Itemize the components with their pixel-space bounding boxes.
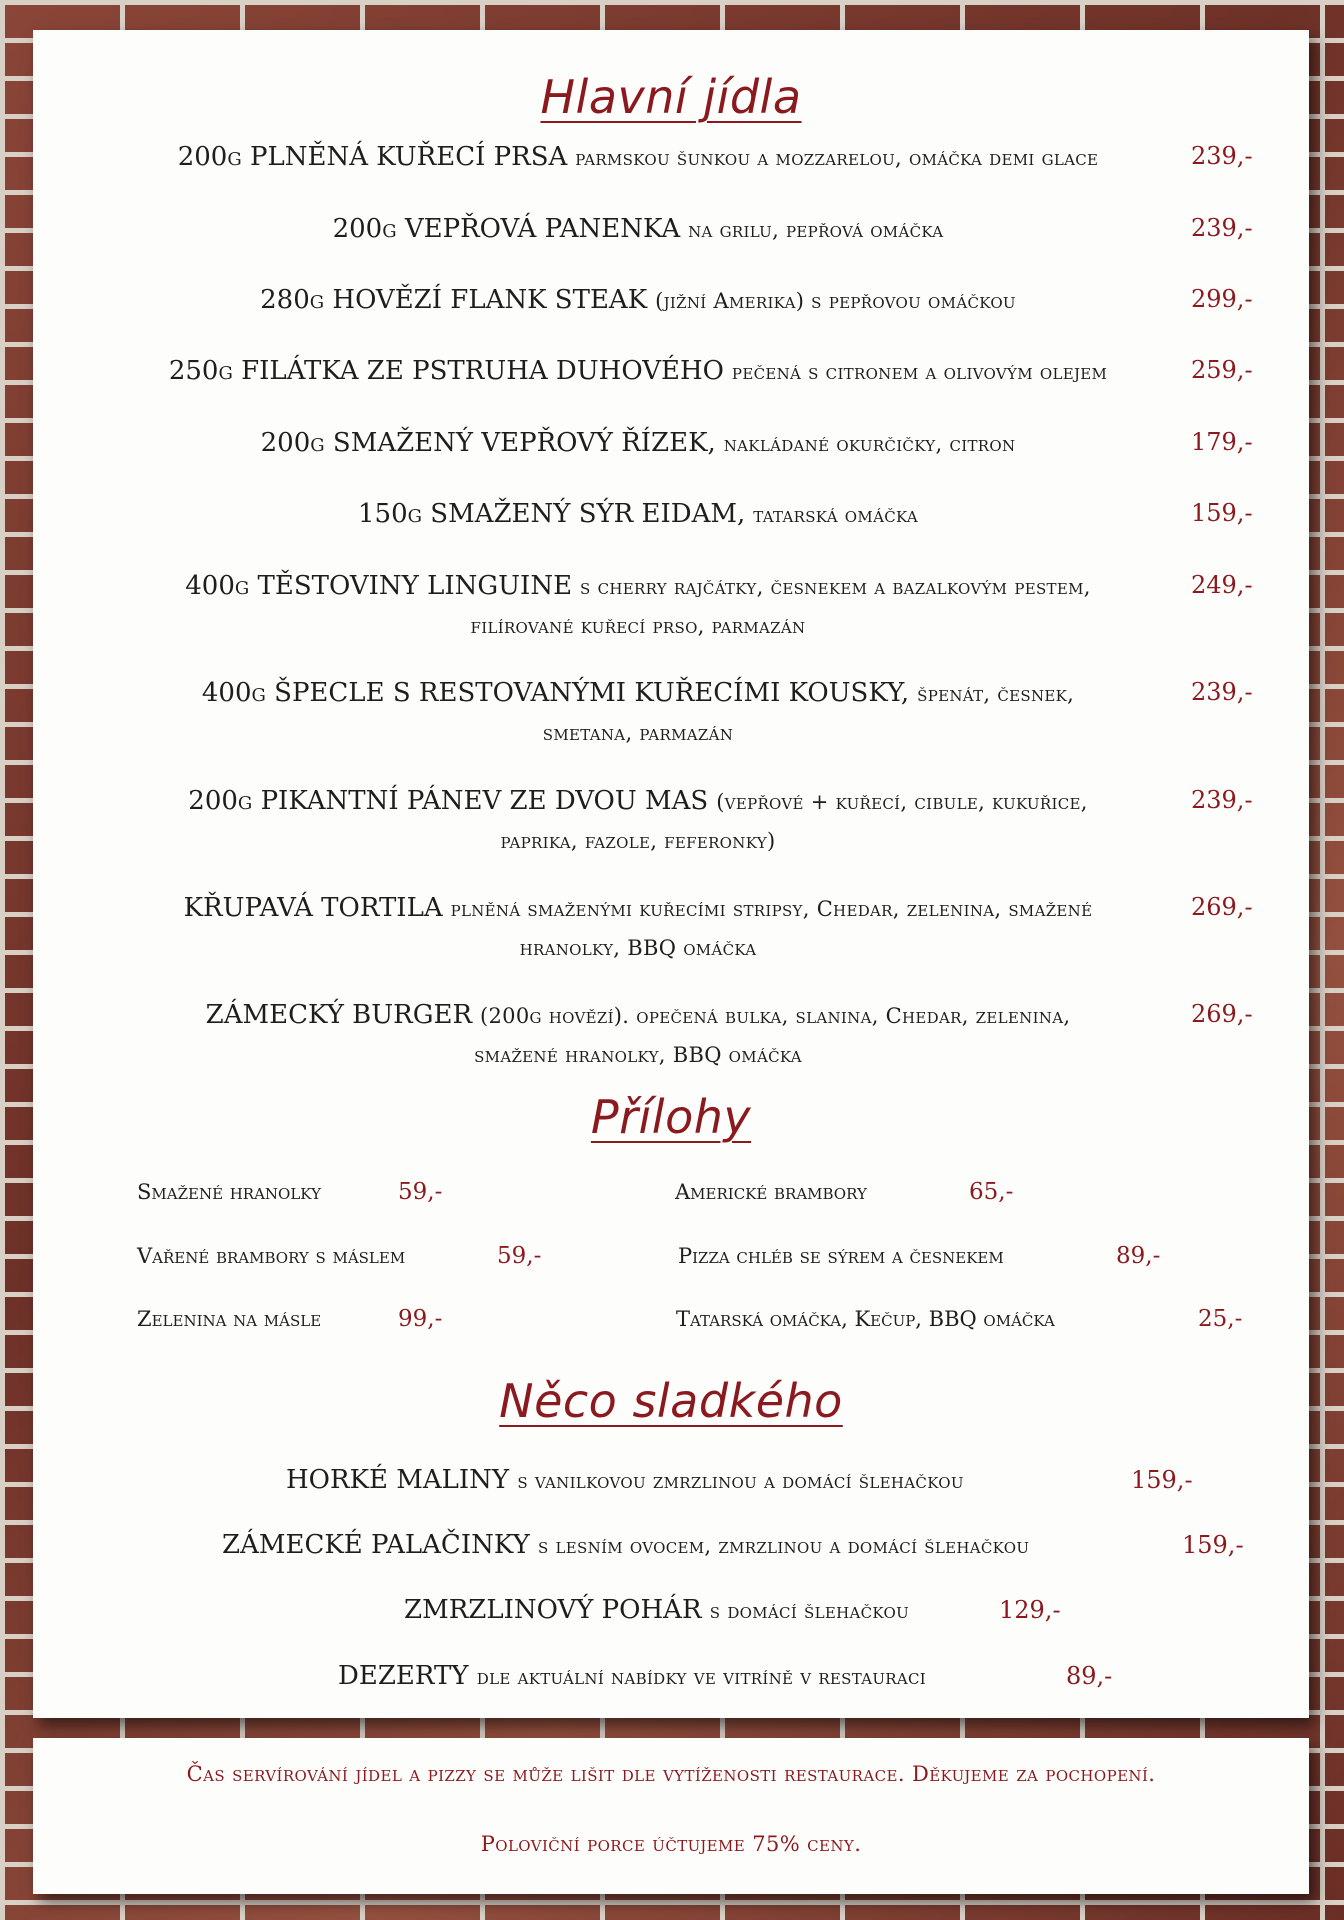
dessert-item-detail: s lesním ovocem, zmrzlinou a domácí šlehačkou xyxy=(538,1534,1030,1558)
menu-item-name: KŘUPAVÁ TORTILA xyxy=(183,893,443,923)
menu-item-price: 239,- xyxy=(1191,142,1253,170)
menu-item-detail-continued: filírované kuřecí prso, parmazán xyxy=(470,614,806,638)
dessert-item-price: 159,- xyxy=(1131,1466,1193,1494)
dessert-item-detail: s domácí šlehačkou xyxy=(709,1599,910,1623)
menu-item-price: 159,- xyxy=(1191,499,1253,527)
dessert-item xyxy=(404,1592,909,1629)
menu-item-description xyxy=(73,782,1203,860)
menu-item-price: 239,- xyxy=(1191,678,1253,706)
menu-item-price: 179,- xyxy=(1191,428,1253,456)
menu-item-name: 400g TĚSTOVINY LINGUINE xyxy=(185,571,573,601)
side-item-price: 65,- xyxy=(969,1179,1014,1205)
menu-item-price: 239,- xyxy=(1191,214,1253,242)
side-item-price: 59,- xyxy=(497,1243,542,1269)
menu-item-price: 269,- xyxy=(1191,1000,1253,1028)
menu-item-name: 200g PIKANTNÍ PÁNEV ZE DVOU MAS xyxy=(188,786,709,816)
menu-item-detail: špenát, česnek, xyxy=(917,682,1075,706)
menu-item-description xyxy=(73,567,1203,645)
side-item-name: Vařené brambory s máslem xyxy=(137,1244,406,1268)
menu-item-detail: (200g hovězí). opečená bulka, slanina, Chedar, zelenina, xyxy=(480,1004,1071,1028)
menu-item-description xyxy=(73,424,1203,463)
dessert-item-price: 89,- xyxy=(1066,1662,1113,1690)
side-item-price: 59,- xyxy=(398,1179,443,1205)
menu-item-description xyxy=(73,996,1203,1074)
menu-item-price: 239,- xyxy=(1191,786,1253,814)
menu-item-detail: (vepřové + kuřecí, cibule, kukuřice, xyxy=(716,790,1088,814)
menu-item-detail: s cherry rajčátky, česnekem a bazalkovým pestem, xyxy=(580,575,1091,599)
menu-item-description xyxy=(73,889,1203,967)
menu-item-name: 400g ŠPECLE S RESTOVANÝMI KUŘECÍMI KOUSKY, xyxy=(201,678,910,708)
dessert-item-detail: dle aktuální nabídky ve vitríně v restauraci xyxy=(476,1665,927,1689)
dessert-item xyxy=(338,1658,926,1695)
side-item-name: Tatarská omáčka, Kečup, BBQ omáčka xyxy=(676,1307,1055,1331)
menu-item-detail-continued: smažené hranolky, BBQ omáčka xyxy=(474,1043,802,1067)
menu-item-description xyxy=(73,210,1203,249)
menu-item-description xyxy=(73,352,1203,391)
side-item-price: 25,- xyxy=(1198,1306,1243,1332)
sides-heading: Přílohy xyxy=(590,1090,752,1144)
dessert-item-price: 159,- xyxy=(1182,1531,1244,1559)
menu-item-name: 200g PLNĚNÁ KUŘECÍ PRSA xyxy=(177,142,568,172)
menu-item-description xyxy=(73,495,1203,534)
menu-item-price: 249,- xyxy=(1191,571,1253,599)
side-item-price: 99,- xyxy=(398,1306,443,1332)
menu-item-detail: pečená s citronem a olivovým olejem xyxy=(731,360,1108,384)
half-portion-notice: Poloviční porce účtujeme 75% ceny. xyxy=(480,1832,862,1856)
menu-item-detail-continued: paprika, fazole, feferonky) xyxy=(500,829,776,853)
menu-card xyxy=(33,30,1309,1718)
dessert-item-detail: s vanilkovou zmrzlinou a domácí šlehačkou xyxy=(517,1469,964,1493)
menu-item-description xyxy=(73,674,1203,752)
side-item-name: Pizza chléb se sýrem a česnekem xyxy=(678,1244,1004,1268)
dessert-item-name: HORKÉ MALINY xyxy=(286,1465,510,1495)
side-item-name: Smažené hranolky xyxy=(137,1180,321,1204)
menu-item-name: 250g FILÁTKA ZE PSTRUHA DUHOVÉHO xyxy=(168,356,724,386)
menu-item-detail: (jižní Amerika) s pepřovou omáčkou xyxy=(655,289,1016,313)
menu-item-description xyxy=(73,281,1203,320)
dessert-item-name: DEZERTY xyxy=(338,1661,469,1691)
main-dishes-heading: Hlavní jídla xyxy=(540,70,802,124)
dessert-item-price: 129,- xyxy=(999,1596,1061,1624)
desserts-heading: Něco sladkého xyxy=(499,1374,843,1428)
notice-card xyxy=(33,1738,1309,1894)
dessert-item xyxy=(286,1462,964,1499)
menu-item-name: 150g SMAŽENÝ SÝR EIDAM, xyxy=(357,499,746,529)
menu-item-detail-continued: hranolky, BBQ omáčka xyxy=(519,936,757,960)
serving-time-notice: Čas servírování jídel a pizzy se může lišit dle vytíženosti restaurace. Děkujeme za pochopení. xyxy=(186,1762,1156,1786)
menu-item-detail: parmskou šunkou a mozzarelou, omáčka demi glace xyxy=(575,146,1099,170)
side-item-name: Zelenina na másle xyxy=(137,1307,322,1331)
menu-item-detail: na grilu, pepřová omáčka xyxy=(688,218,944,242)
menu-item-price: 259,- xyxy=(1191,356,1253,384)
side-item-price: 89,- xyxy=(1116,1243,1161,1269)
dessert-item-name: ZMRZLINOVÝ POHÁR xyxy=(404,1595,702,1625)
menu-item-name: 200g SMAŽENÝ VEPŘOVÝ ŘÍZEK, xyxy=(260,428,716,458)
menu-item-price: 299,- xyxy=(1191,285,1253,313)
menu-item-name: 280g HOVĚZÍ FLANK STEAK xyxy=(260,285,648,315)
dessert-item xyxy=(222,1527,1029,1564)
menu-item-name: 200g VEPŘOVÁ PANENKA xyxy=(332,214,681,244)
menu-item-detail-continued: smetana, parmazán xyxy=(542,721,734,745)
menu-item-description xyxy=(73,138,1203,177)
menu-item-detail: plněná smaženými kuřecími stripsy, Chedar, zelenina, smažené xyxy=(450,897,1093,921)
menu-item-detail: nakládané okurčičky, citron xyxy=(723,432,1016,456)
side-item-name: Americké brambory xyxy=(675,1180,867,1204)
dessert-item-name: ZÁMECKÉ PALAČINKY xyxy=(222,1530,530,1560)
menu-item-price: 269,- xyxy=(1191,893,1253,921)
menu-item-name: ZÁMECKÝ BURGER xyxy=(205,1000,473,1030)
menu-item-detail: tatarská omáčka xyxy=(753,503,919,527)
